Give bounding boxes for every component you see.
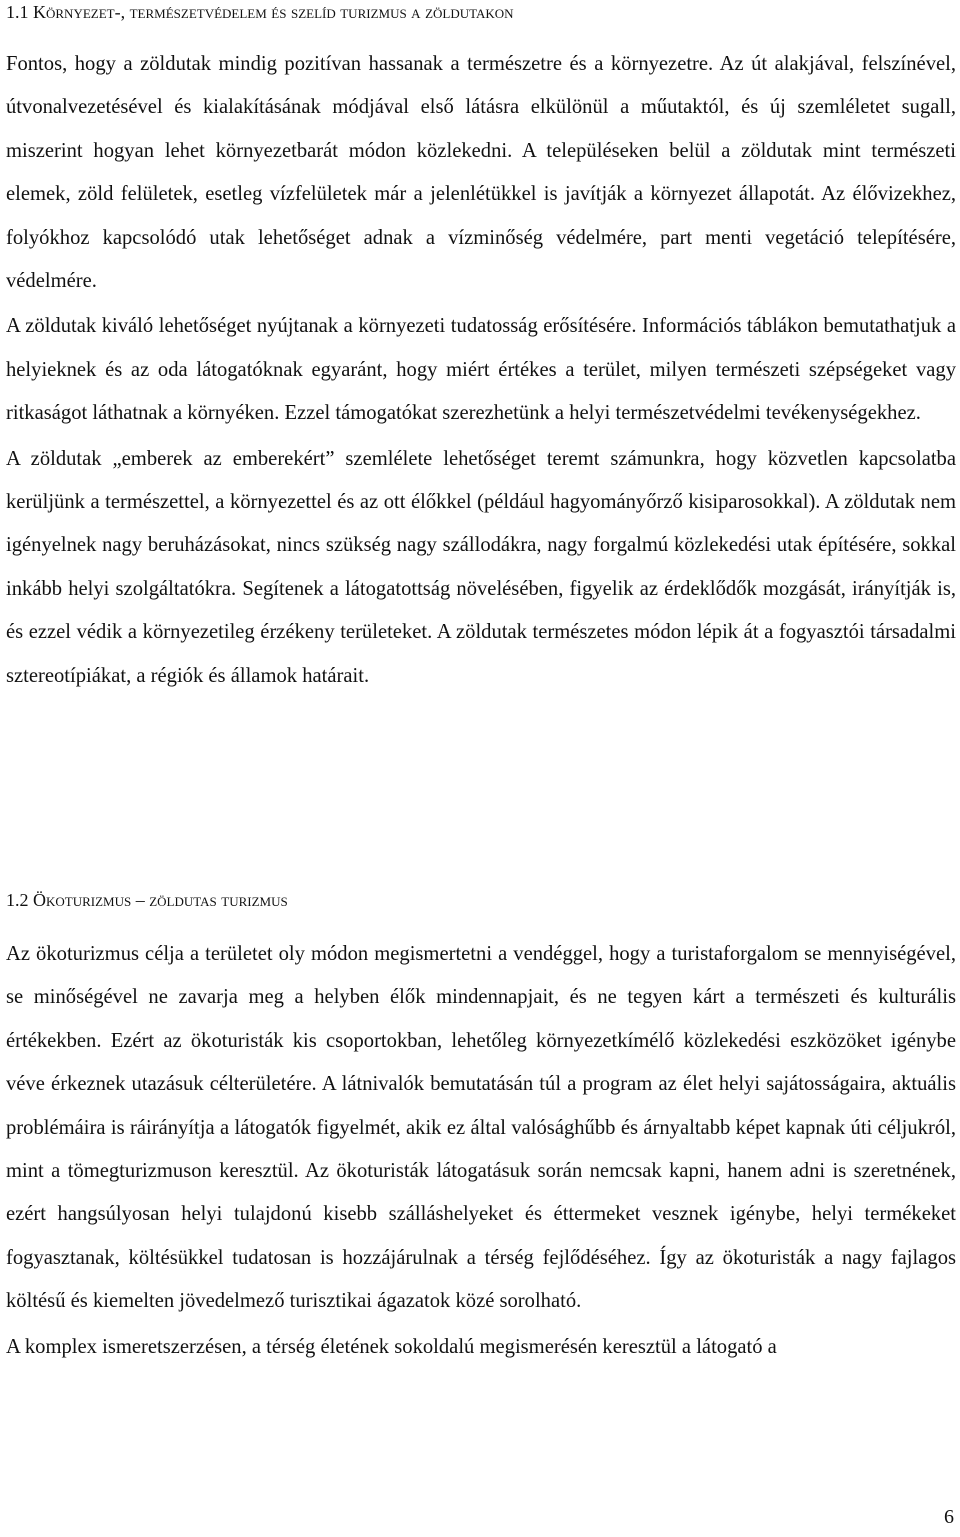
section-body: [6, 43, 956, 698]
paragraph: Az ökoturizmus célja a területet oly módon megismertetni a vendéggel, hogy a turistaforgalom se mennyiségével, se minőségével ne zavarja meg a helyben élők mindennapjait, és ne tegyen kárt a természeti és kulturális értékekben. Ezért az ökoturisták kis csoportokban, lehetőleg környezetkímélő közlekedési eszközöket igénybe véve érkeznek utazásuk célterületére. A látnivalók bemutatásán túl a program az élet helyi sajátosságaira, aktuális problémáira is ráirányítja a látogatók figyelmét, akik ez által valósághűbb és árnyaltabb képet kapnak úti céljukról, mint a tömegturizmuson keresztül. Az ökoturisták látogatásuk során nemcsak kapni, hanem adni is szeretnének, ezért hangsúlyosan helyi tulajdonú kisebb szálláshelyeket és éttermeket vesznek igénybe, helyi termékeket fogyasztanak, költésükkel tudatosan is hozzájárulnak a térség fejlődéséhez. Így az ökoturisták a nagy fajlagos költésű és kiemelten jövedelmező turisztikai ágazatok közé sorolható.: [6, 943, 956, 1313]
paragraph: A zöldutak „emberek az emberekért” szemlélete lehetőséget teremt számunkra, hogy közvetlen kapcsolatba kerüljünk a természettel, a környezettel és az ott élőkkel (például hagyományőrző kisiparosokkal). A zöldutak nem igényelnek nagy beruházásokat, nincs szükség nagy szállodákra, nagy forgalmú közlekedési utak építésére, sokkal inkább helyi szolgáltatókra. Segítenek a látogatottság növelésében, figyelik az érdeklődők mozgását, irányítják is, és ezzel védik a környezetileg érzékeny területeket. A zöldutak természetes módon lépik át a fogyasztói társadalmi sztereotípiákat, a régiók és államok határait.: [6, 447, 956, 687]
section-title: Ökoturizmus – zöldutas turizmus: [33, 890, 288, 910]
paragraph: Fontos, hogy a zöldutak mindig pozitívan hassanak a természetre és a környezetre. Az út alakjával, felszínével, útvonalvezetésével és kialakításának módjával első látásra elkülönül a műutaktól, és új szemléletet sugall, miszerint hogyan lehet környezetbarát módon közlekedni. A településeken belül a zöldutak mint természeti elemek, zöld felületek, esetleg vízfelületek már a jelenlétükkel is javítják a környezet állapotát. Az élővizekhez, folyókhoz kapcsolódó utak lehetőséget adnak a vízminőség védelmére, part menti vegetáció telepítésére, védelmére.: [6, 53, 956, 293]
paragraph: A zöldutak kiváló lehetőséget nyújtanak a környezeti tudatosság erősítésére. Információs táblákon bemutathatjuk a helyieknek és az oda látogatóknak egyaránt, hogy miért értékes a terület, milyen természeti szépségeket vagy ritkaságot láthatnak a környéken. Ezzel támogatókat szerezhetünk a helyi természetvédelmi tevékenységekhez.: [6, 315, 956, 425]
section-heading: [6, 888, 288, 912]
section-number: 1.1: [6, 2, 33, 22]
section-title: Környezet-, természetvédelem és szelíd turizmus a zöldutakon: [33, 2, 514, 22]
paragraph: A komplex ismeretszerzésen, a térség életének sokoldalú megismerésén keresztül a látogató a: [6, 1335, 777, 1358]
section-heading: [6, 0, 514, 24]
section-number: 1.2: [6, 890, 33, 910]
page-number: 6: [944, 1506, 954, 1528]
section-body: [6, 933, 956, 1369]
